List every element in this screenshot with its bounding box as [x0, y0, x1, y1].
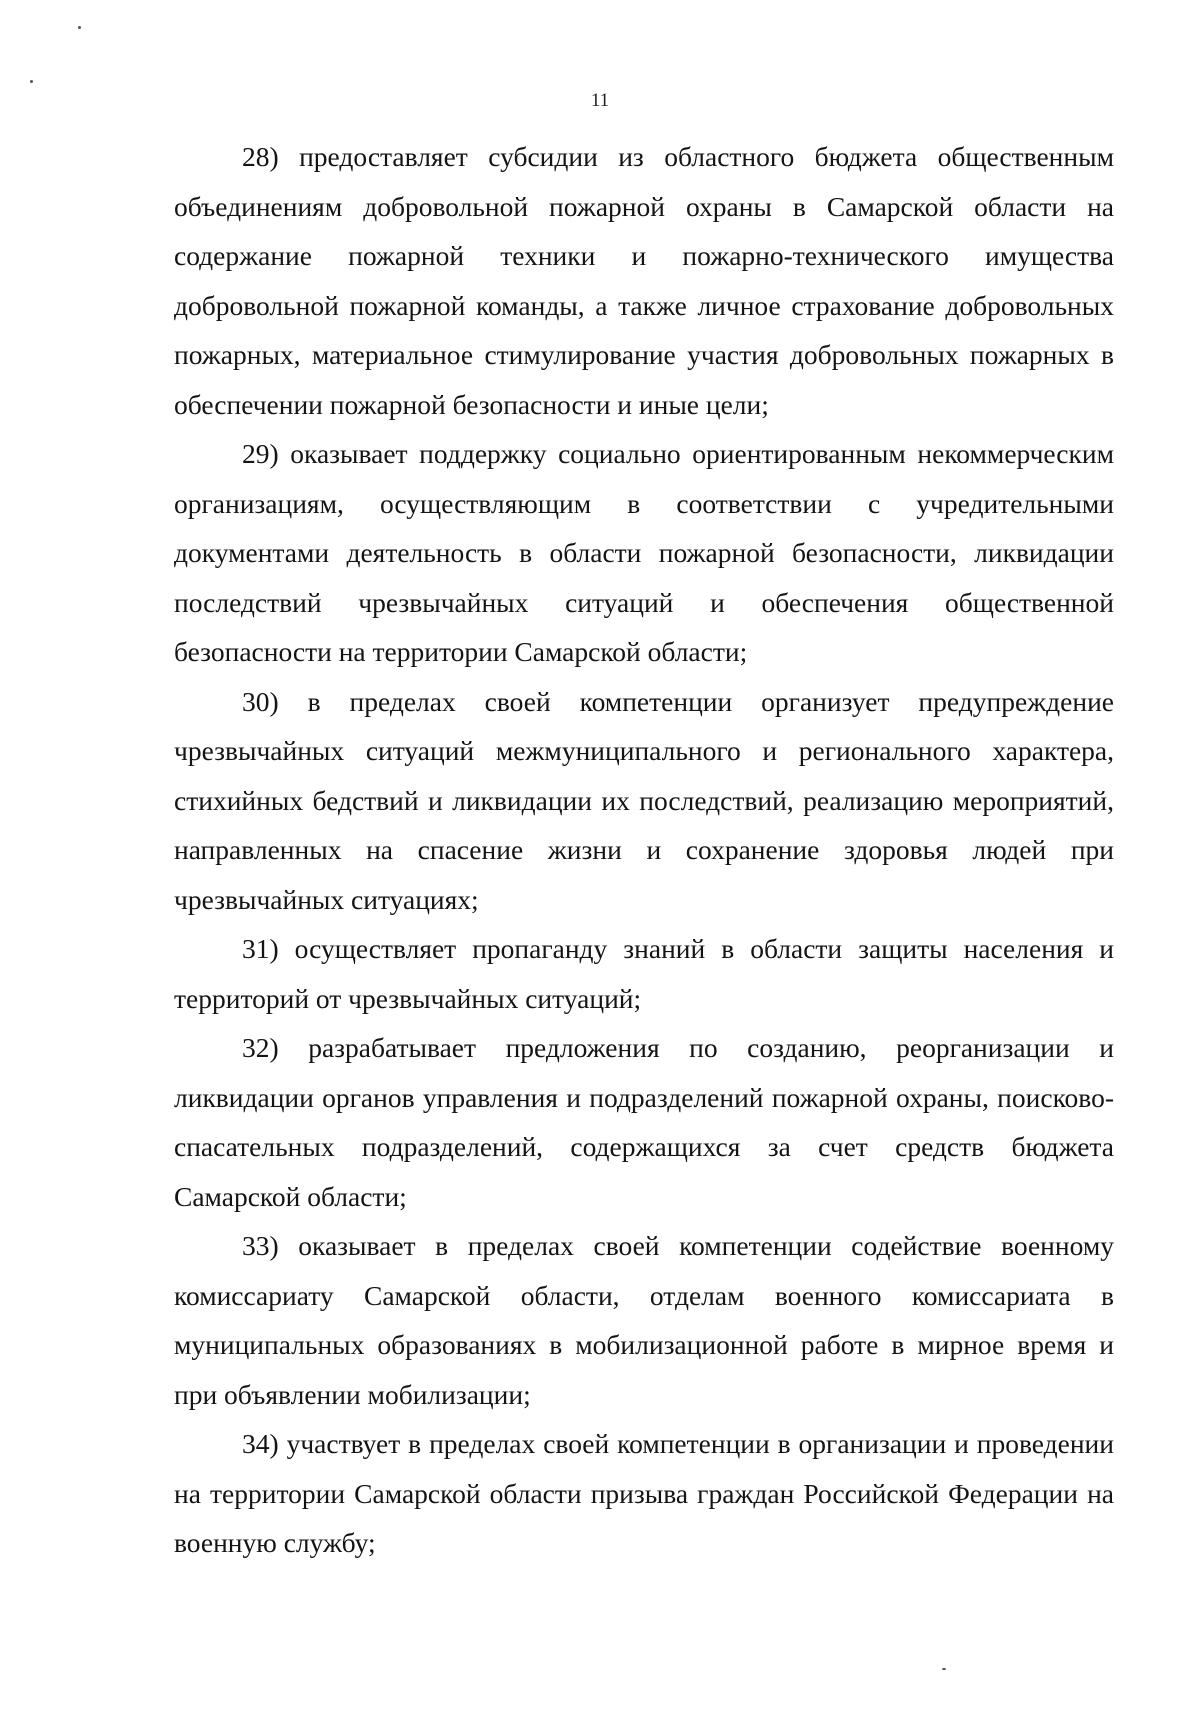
list-item-31: 31) осуществляет пропаганду знаний в области защиты населения и территорий от чрезвычайных ситуаций;: [174, 933, 1114, 1014]
scan-speck: [30, 80, 33, 83]
scan-speck: [942, 1668, 946, 1670]
list-item-28: 28) предоставляет субсидии из областного бюджета общественным объединениям добровольной пожарной охраны в Самарской области на содержание пожарной техники и пожарно-технического имущества добровольной пожарной команды, а также личное страхование добровольных пожарных, материальное стимулирование участия добровольных пожарных в обеспечении пожарной безопасности и иные цели;: [174, 141, 1114, 420]
list-item-32: 32) разрабатывает предложения по созданию, реорганизации и ликвидации органов управления и подразделений пожарной охраны, поисково-спасательных подразделений, содержащихся за счет средств бюджета Самарской области;: [174, 1032, 1114, 1212]
scan-speck: [78, 26, 81, 29]
list-item-30: 30) в пределах своей компетенции организует предупреждение чрезвычайных ситуаций межмуниципального и регионального характера, стихийных бедствий и ликвидации их последствий, реализацию мероприятий, направленных на спасение жизни и сохранение здоровья людей при чрезвычайных ситуациях;: [174, 685, 1114, 915]
document-body: [174, 132, 1114, 1568]
page-number: 11: [590, 90, 610, 111]
list-item-33: 33) оказывает в пределах своей компетенции содействие военному комиссариату Самарской области, отделам военного комиссариата в муниципальных образованиях в мобилизационной работе в мирное время и при объявлении мобилизации;: [174, 1230, 1114, 1410]
list-item-34: 34) участвует в пределах своей компетенции в организации и проведении на территории Самарской области призыва граждан Российской Федерации на военную службу;: [174, 1428, 1114, 1558]
list-item-29: 29) оказывает поддержку социально ориентированным некоммерческим организациям, осуществляющим в соответствии с учредительными документами деятельность в области пожарной безопасности, ликвидации последствий чрезвычайных ситуаций и обеспечения общественной безопасности на территории Самарской области;: [174, 438, 1114, 667]
